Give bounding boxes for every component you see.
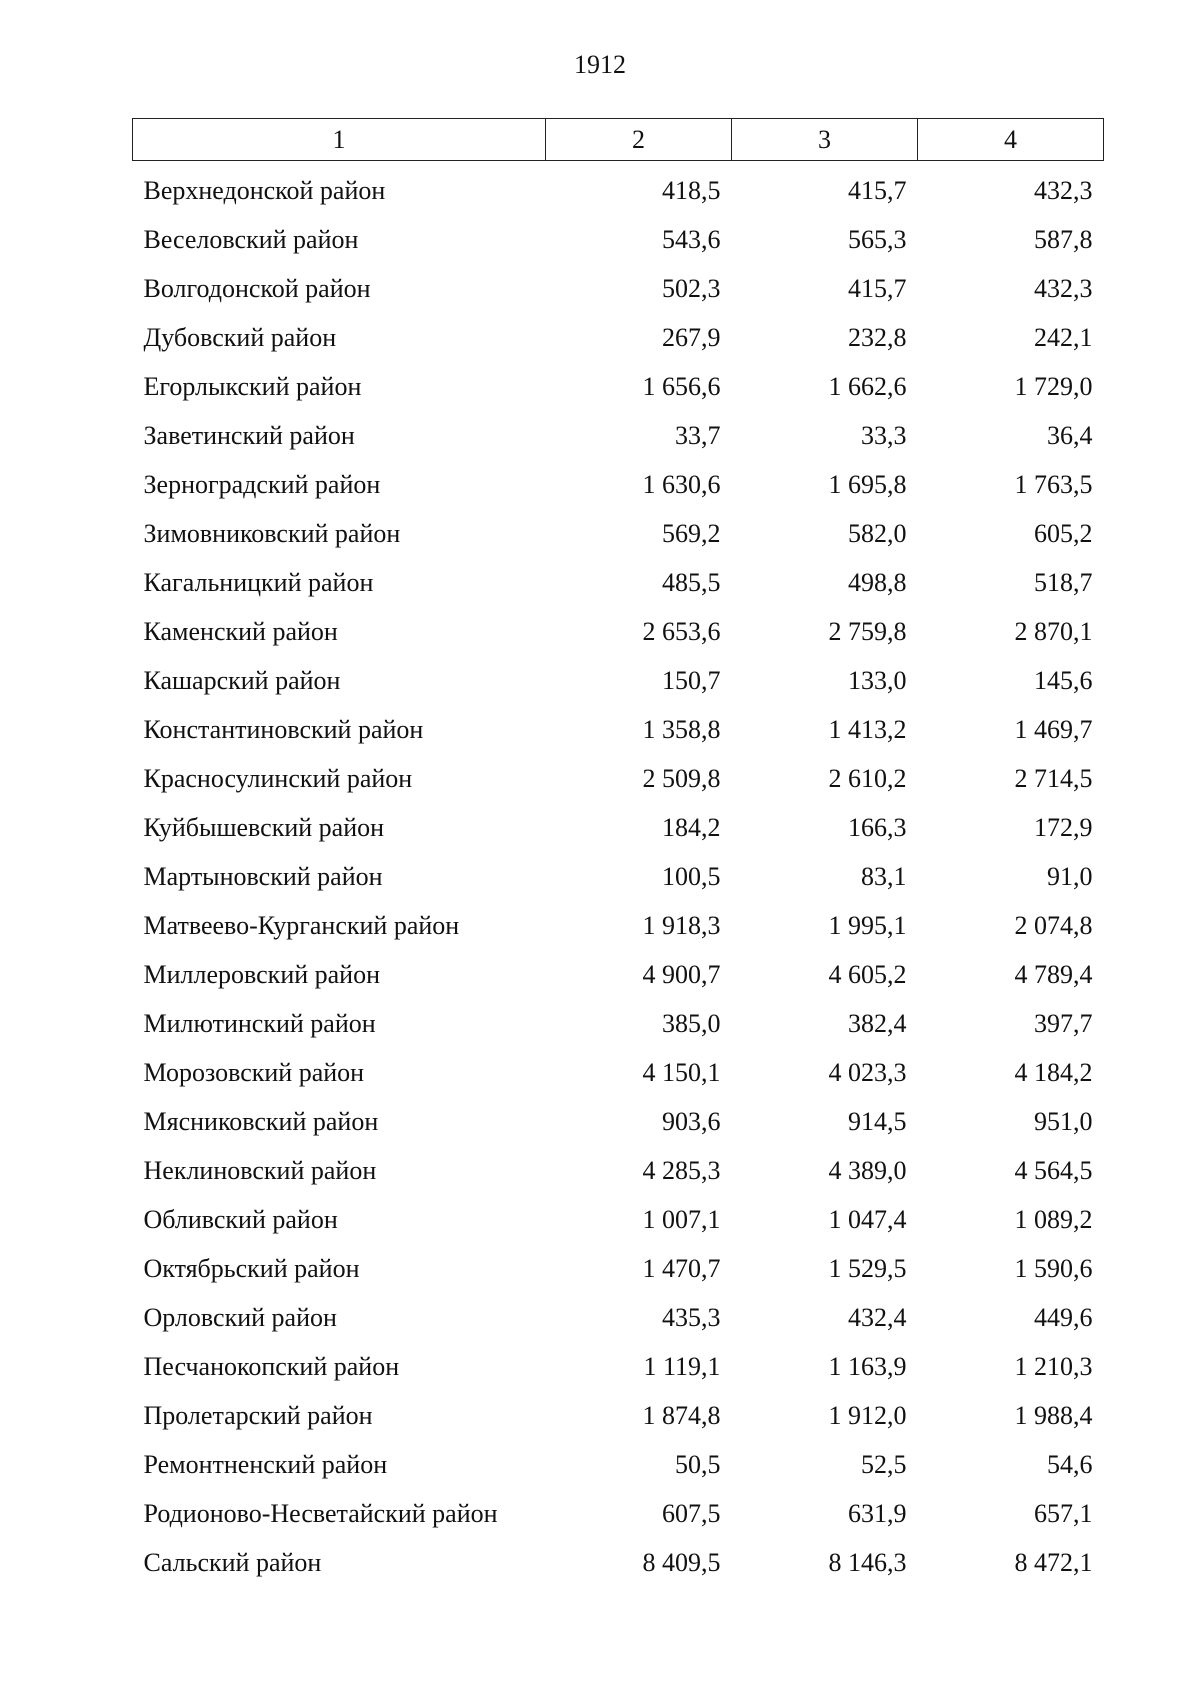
value-col-3-cell: 1 529,5 — [828, 1253, 907, 1283]
value-col-3-cell: 1 047,4 — [828, 1204, 907, 1234]
value-col-4-cell: 1 763,5 — [1014, 469, 1093, 499]
value-col-3-cell: 1 413,2 — [828, 714, 907, 744]
value-col-3-cell: 914,5 — [848, 1106, 907, 1136]
table-row — [133, 950, 1104, 999]
table-row — [133, 1440, 1104, 1489]
district-name-cell: Егорлыкский район — [143, 371, 362, 401]
value-col-3-cell: 565,3 — [848, 224, 907, 254]
district-name-cell: Константиновский район — [143, 714, 424, 744]
value-col-3-cell: 52,5 — [861, 1449, 907, 1479]
table-row — [133, 803, 1104, 852]
district-name-cell: Орловский район — [143, 1302, 337, 1332]
value-col-2-cell: 4 285,3 — [642, 1155, 721, 1185]
table-row — [133, 161, 1104, 216]
page-number: 1912 — [574, 50, 626, 79]
value-col-3-cell: 33,3 — [861, 420, 907, 450]
value-col-4-cell: 1 590,6 — [1014, 1253, 1093, 1283]
district-name-cell: Милютинский район — [143, 1008, 376, 1038]
value-col-2-cell: 50,5 — [675, 1449, 721, 1479]
value-col-2-cell: 435,3 — [662, 1302, 721, 1332]
value-col-3-cell: 4 389,0 — [828, 1155, 907, 1185]
value-col-2-cell: 485,5 — [662, 567, 721, 597]
table-row — [133, 460, 1104, 509]
value-col-3-cell: 133,0 — [848, 665, 907, 695]
value-col-4-cell: 242,1 — [1034, 322, 1093, 352]
value-col-3-cell: 2 759,8 — [828, 616, 907, 646]
district-name-cell: Морозовский район — [143, 1057, 365, 1087]
value-col-2-cell: 2 653,6 — [642, 616, 721, 646]
table-row — [133, 999, 1104, 1048]
value-col-2-cell: 1 918,3 — [642, 910, 721, 940]
header-col-4: 4 — [918, 119, 1104, 161]
district-name-cell: Кашарский район — [143, 665, 341, 695]
value-col-4-cell: 951,0 — [1034, 1106, 1093, 1136]
value-col-3-cell: 232,8 — [848, 322, 907, 352]
value-col-2-cell: 150,7 — [662, 665, 721, 695]
table-row — [133, 1489, 1104, 1538]
value-col-2-cell: 903,6 — [662, 1106, 721, 1136]
table-row — [133, 1391, 1104, 1440]
value-col-2-cell: 1 007,1 — [642, 1204, 721, 1234]
value-col-4-cell: 1 089,2 — [1014, 1204, 1093, 1234]
header-col-2: 2 — [546, 119, 732, 161]
district-name-cell: Дубовский район — [143, 322, 337, 352]
value-col-3-cell: 2 610,2 — [828, 763, 907, 793]
value-col-4-cell: 587,8 — [1034, 224, 1093, 254]
value-col-3-cell: 498,8 — [848, 567, 907, 597]
district-name-cell: Волгодонской район — [143, 273, 371, 303]
header-row — [133, 119, 1104, 161]
district-name-cell: Родионово-Несветайский район — [143, 1498, 498, 1528]
value-col-4-cell: 432,3 — [1034, 273, 1093, 303]
district-name-cell: Обливский район — [143, 1204, 338, 1234]
value-col-2-cell: 1 358,8 — [642, 714, 721, 744]
value-col-4-cell: 605,2 — [1034, 518, 1093, 548]
value-col-2-cell: 418,5 — [662, 175, 721, 205]
value-col-3-cell: 415,7 — [848, 175, 907, 205]
value-col-4-cell: 432,3 — [1034, 175, 1093, 205]
value-col-4-cell: 1 469,7 — [1014, 714, 1093, 744]
value-col-2-cell: 1 470,7 — [642, 1253, 721, 1283]
table-header — [133, 119, 1104, 161]
district-name-cell: Зерноградский район — [143, 469, 381, 499]
value-col-2-cell: 1 630,6 — [642, 469, 721, 499]
header-col-3: 3 — [732, 119, 918, 161]
value-col-2-cell: 8 409,5 — [642, 1547, 721, 1577]
value-col-4-cell: 4 789,4 — [1014, 959, 1093, 989]
table-row — [133, 1146, 1104, 1195]
district-name-cell: Веселовский район — [143, 224, 359, 254]
district-name-cell: Песчанокопский район — [143, 1351, 400, 1381]
district-name-cell: Мартыновский район — [143, 861, 383, 891]
value-col-4-cell: 518,7 — [1034, 567, 1093, 597]
table-row — [133, 362, 1104, 411]
district-name-cell: Каменский район — [143, 616, 338, 646]
value-col-4-cell: 1 729,0 — [1014, 371, 1093, 401]
value-col-4-cell: 2 870,1 — [1014, 616, 1093, 646]
value-col-4-cell: 2 714,5 — [1014, 763, 1093, 793]
value-col-4-cell: 1 988,4 — [1014, 1400, 1093, 1430]
value-col-2-cell: 2 509,8 — [642, 763, 721, 793]
value-col-4-cell: 4 184,2 — [1014, 1057, 1093, 1087]
value-col-2-cell: 184,2 — [662, 812, 721, 842]
value-col-3-cell: 1 912,0 — [828, 1400, 907, 1430]
value-col-2-cell: 502,3 — [662, 273, 721, 303]
table-row — [133, 411, 1104, 460]
value-col-3-cell: 1 163,9 — [828, 1351, 907, 1381]
table-row — [133, 607, 1104, 656]
table-row — [133, 215, 1104, 264]
district-name-cell: Кагальницкий район — [143, 567, 374, 597]
value-col-3-cell: 382,4 — [848, 1008, 907, 1038]
district-name-cell: Ремонтненский район — [143, 1449, 388, 1479]
value-col-3-cell: 432,4 — [848, 1302, 907, 1332]
value-col-4-cell: 8 472,1 — [1014, 1547, 1093, 1577]
value-col-2-cell: 543,6 — [662, 224, 721, 254]
table-body — [133, 161, 1104, 1588]
value-col-4-cell: 145,6 — [1034, 665, 1093, 695]
data-table — [132, 118, 1104, 1587]
value-col-4-cell: 54,6 — [1047, 1449, 1093, 1479]
value-col-2-cell: 569,2 — [662, 518, 721, 548]
value-col-3-cell: 1 662,6 — [828, 371, 907, 401]
table-row — [133, 1195, 1104, 1244]
table-row — [133, 705, 1104, 754]
value-col-2-cell: 1 874,8 — [642, 1400, 721, 1430]
district-name-cell: Миллеровский район — [143, 959, 381, 989]
table-row — [133, 1244, 1104, 1293]
table-row — [133, 509, 1104, 558]
value-col-3-cell: 166,3 — [848, 812, 907, 842]
value-col-3-cell: 631,9 — [848, 1498, 907, 1528]
value-col-4-cell: 91,0 — [1047, 861, 1093, 891]
value-col-2-cell: 1 656,6 — [642, 371, 721, 401]
value-col-2-cell: 4 900,7 — [642, 959, 721, 989]
value-col-3-cell: 83,1 — [861, 861, 907, 891]
district-name-cell: Октябрьский район — [143, 1253, 360, 1283]
district-name-cell: Мясниковский район — [143, 1106, 379, 1136]
data-table-container — [132, 118, 1103, 1587]
value-col-3-cell: 415,7 — [848, 273, 907, 303]
table-row — [133, 1293, 1104, 1342]
value-col-2-cell: 607,5 — [662, 1498, 721, 1528]
header-col-1: 1 — [133, 119, 546, 161]
value-col-4-cell: 397,7 — [1034, 1008, 1093, 1038]
table-row — [133, 656, 1104, 705]
value-col-4-cell: 1 210,3 — [1014, 1351, 1093, 1381]
table-row — [133, 1048, 1104, 1097]
value-col-2-cell: 33,7 — [675, 420, 721, 450]
table-row — [133, 901, 1104, 950]
value-col-2-cell: 385,0 — [662, 1008, 721, 1038]
table-row — [133, 558, 1104, 607]
table-row — [133, 754, 1104, 803]
value-col-2-cell: 4 150,1 — [642, 1057, 721, 1087]
district-name-cell: Куйбышевский район — [143, 812, 385, 842]
district-name-cell: Неклиновский район — [143, 1155, 377, 1185]
table-row — [133, 852, 1104, 901]
value-col-4-cell: 449,6 — [1034, 1302, 1093, 1332]
district-name-cell: Заветинский район — [143, 420, 355, 450]
value-col-2-cell: 1 119,1 — [643, 1351, 721, 1381]
value-col-4-cell: 2 074,8 — [1014, 910, 1093, 940]
value-col-4-cell: 36,4 — [1047, 420, 1093, 450]
district-name-cell: Верхнедонской район — [143, 175, 386, 205]
district-name-cell: Зимовниковский район — [143, 518, 401, 548]
value-col-3-cell: 582,0 — [848, 518, 907, 548]
table-row — [133, 1342, 1104, 1391]
value-col-3-cell: 1 995,1 — [828, 910, 907, 940]
table-row — [133, 313, 1104, 362]
value-col-2-cell: 267,9 — [662, 322, 721, 352]
table-row — [133, 264, 1104, 313]
value-col-3-cell: 1 695,8 — [828, 469, 907, 499]
district-name-cell: Матвеево-Курганский район — [143, 910, 460, 940]
district-name-cell: Пролетарский район — [143, 1400, 373, 1430]
value-col-3-cell: 8 146,3 — [828, 1547, 907, 1577]
value-col-3-cell: 4 605,2 — [828, 959, 907, 989]
table-row — [133, 1097, 1104, 1146]
table-row — [133, 1538, 1104, 1587]
district-name-cell: Сальский район — [143, 1547, 322, 1577]
district-name-cell: Красносулинский район — [143, 763, 413, 793]
value-col-3-cell: 4 023,3 — [828, 1057, 907, 1087]
value-col-2-cell: 100,5 — [662, 861, 721, 891]
value-col-4-cell: 4 564,5 — [1014, 1155, 1093, 1185]
value-col-4-cell: 172,9 — [1034, 812, 1093, 842]
value-col-4-cell: 657,1 — [1034, 1498, 1093, 1528]
